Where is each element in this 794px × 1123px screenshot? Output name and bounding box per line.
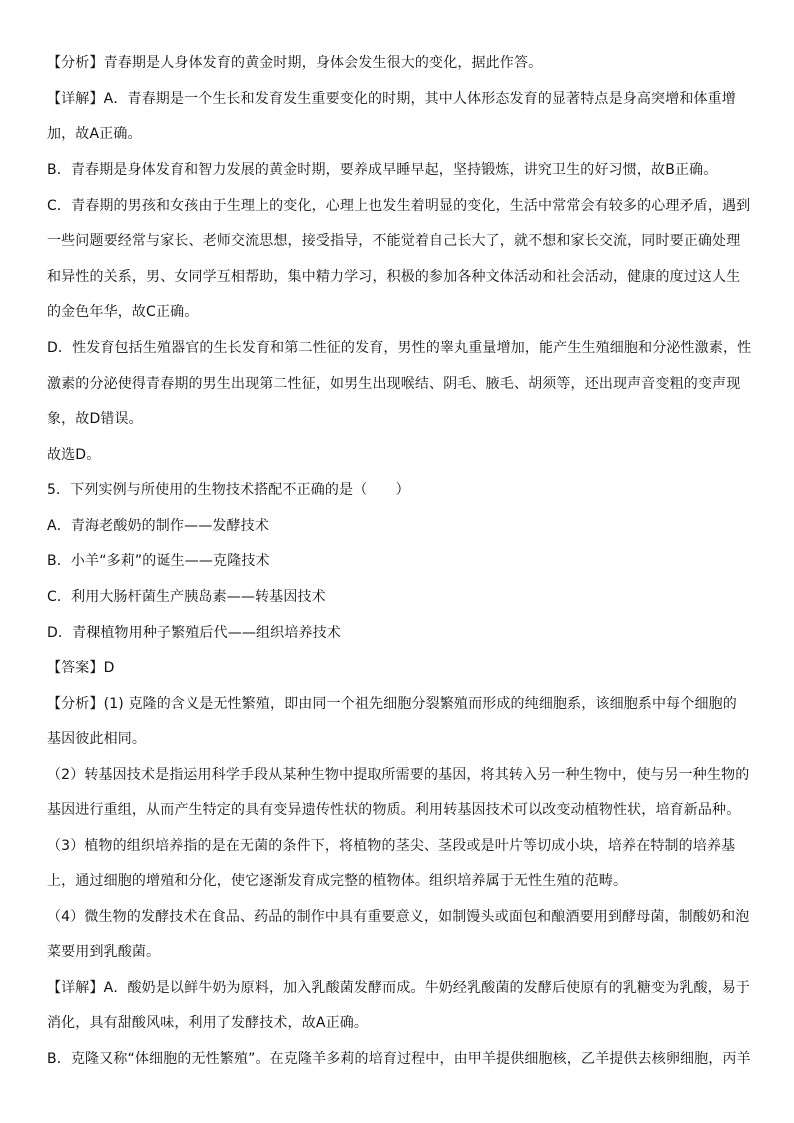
option-a: A．青海老酸奶的制作——发酵技术 bbox=[47, 518, 269, 534]
text-line: C．青春期的男孩和女孩由于生理上的变化，心理上也发生着明显的变化，生活中常常会有较多的心理矛盾，遇到 bbox=[47, 198, 751, 214]
text-line: 激素的分泌使得青春期的男生出现第二性征，如男生出现喉结、阴毛、腋毛、胡须等，还出现声音变粗的变声现 bbox=[47, 376, 741, 392]
answer-line: 【答案】D bbox=[47, 660, 115, 676]
text-line: 上，通过细胞的增殖和分化，使它逐渐发育成完整的植物体。组织培养属于无性生殖的范畴。 bbox=[47, 873, 628, 889]
option-b: B．小羊“多莉”的诞生——克隆技术 bbox=[47, 553, 270, 569]
option-c: C．利用大肠杆菌生产胰岛素——转基因技术 bbox=[47, 589, 326, 605]
text-line: 【分析】(1) 克隆的含义是无性繁殖，即由同一个祖先细胞分裂繁殖而形成的纯细胞系，该细胞系中每个细胞的 bbox=[47, 696, 737, 712]
text-line: 象，故D错误。 bbox=[47, 411, 143, 427]
text-line: 故选D。 bbox=[47, 447, 101, 463]
text-line: 和异性的关系，男、女同学互相帮助，集中精力学习，积极的参加各种文体活动和社会活动，健康的度过这人生 bbox=[47, 269, 741, 285]
text-line: 【详解】A．酸奶是以鲜牛奶为原料，加入乳酸菌发酵而成。牛奶经乳酸菌的发酵后使原有的乳糖变为乳酸，易于 bbox=[47, 980, 751, 996]
text-line: 基因彼此相同。 bbox=[47, 731, 147, 747]
text-line: 一些问题要经常与家长、老师交流思想，接受指导，不能觉着自己长大了，就不想和家长交流，同时要正确处理 bbox=[47, 233, 741, 249]
text-line: （2）转基因技术是指运用科学手段从某种生物中提取所需要的基因，将其转入另一种生物中，使与另一种生物的 bbox=[47, 767, 750, 783]
text-line: 基因进行重组，从而产生特定的具有变异遗传性状的物质。利用转基因技术可以改变动植物性状，培育新品种。 bbox=[47, 802, 741, 818]
question-stem: 5．下列实例与所使用的生物技术搭配不正确的是（ ） bbox=[47, 482, 410, 498]
text-line: 【详解】A．青春期是一个生长和发育发生重要变化的时期，其中人体形态发育的显著特点是身高突增和体重增 bbox=[47, 91, 736, 107]
text-line: （4）微生物的发酵技术在食品、药品的制作中具有重要意义，如制馒头或面包和酿酒要用到酵母菌，制酸奶和泡 bbox=[47, 909, 750, 925]
text-line: 消化，具有甜酸风味，利用了发酵技术，故A正确。 bbox=[47, 1015, 369, 1031]
text-line: B．克隆又称“体细胞的无性繁殖”。在克隆羊多莉的培育过程中，由甲羊提供细胞核，乙羊提供去核卵细胞，丙羊 bbox=[47, 1051, 751, 1067]
text-line: D．性发育包括生殖器官的生长发育和第二性征的发育，男性的睾丸重量增加，能产生生殖细胞和分泌性激素，性 bbox=[47, 340, 752, 356]
text-line: 【分析】青春期是人身体发育的黄金时期，身体会发生很大的变化，据此作答。 bbox=[47, 55, 543, 71]
option-d: D．青稞植物用种子繁殖后代——组织培养技术 bbox=[47, 625, 341, 641]
text-line: B．青春期是身体发育和智力发展的黄金时期，要养成早睡早起，坚持锻炼，讲究卫生的好习惯，故B正确。 bbox=[47, 162, 718, 178]
text-line: （3）植物的组织培养指的是在无菌的条件下，将植物的茎尖、茎段或是叶片等切成小块，培养在特制的培养基 bbox=[47, 838, 736, 854]
text-line: 菜要用到乳酸菌。 bbox=[47, 944, 161, 960]
text-line: 加，故A正确。 bbox=[47, 126, 142, 142]
text-line: 的金色年华，故C正确。 bbox=[47, 304, 199, 320]
